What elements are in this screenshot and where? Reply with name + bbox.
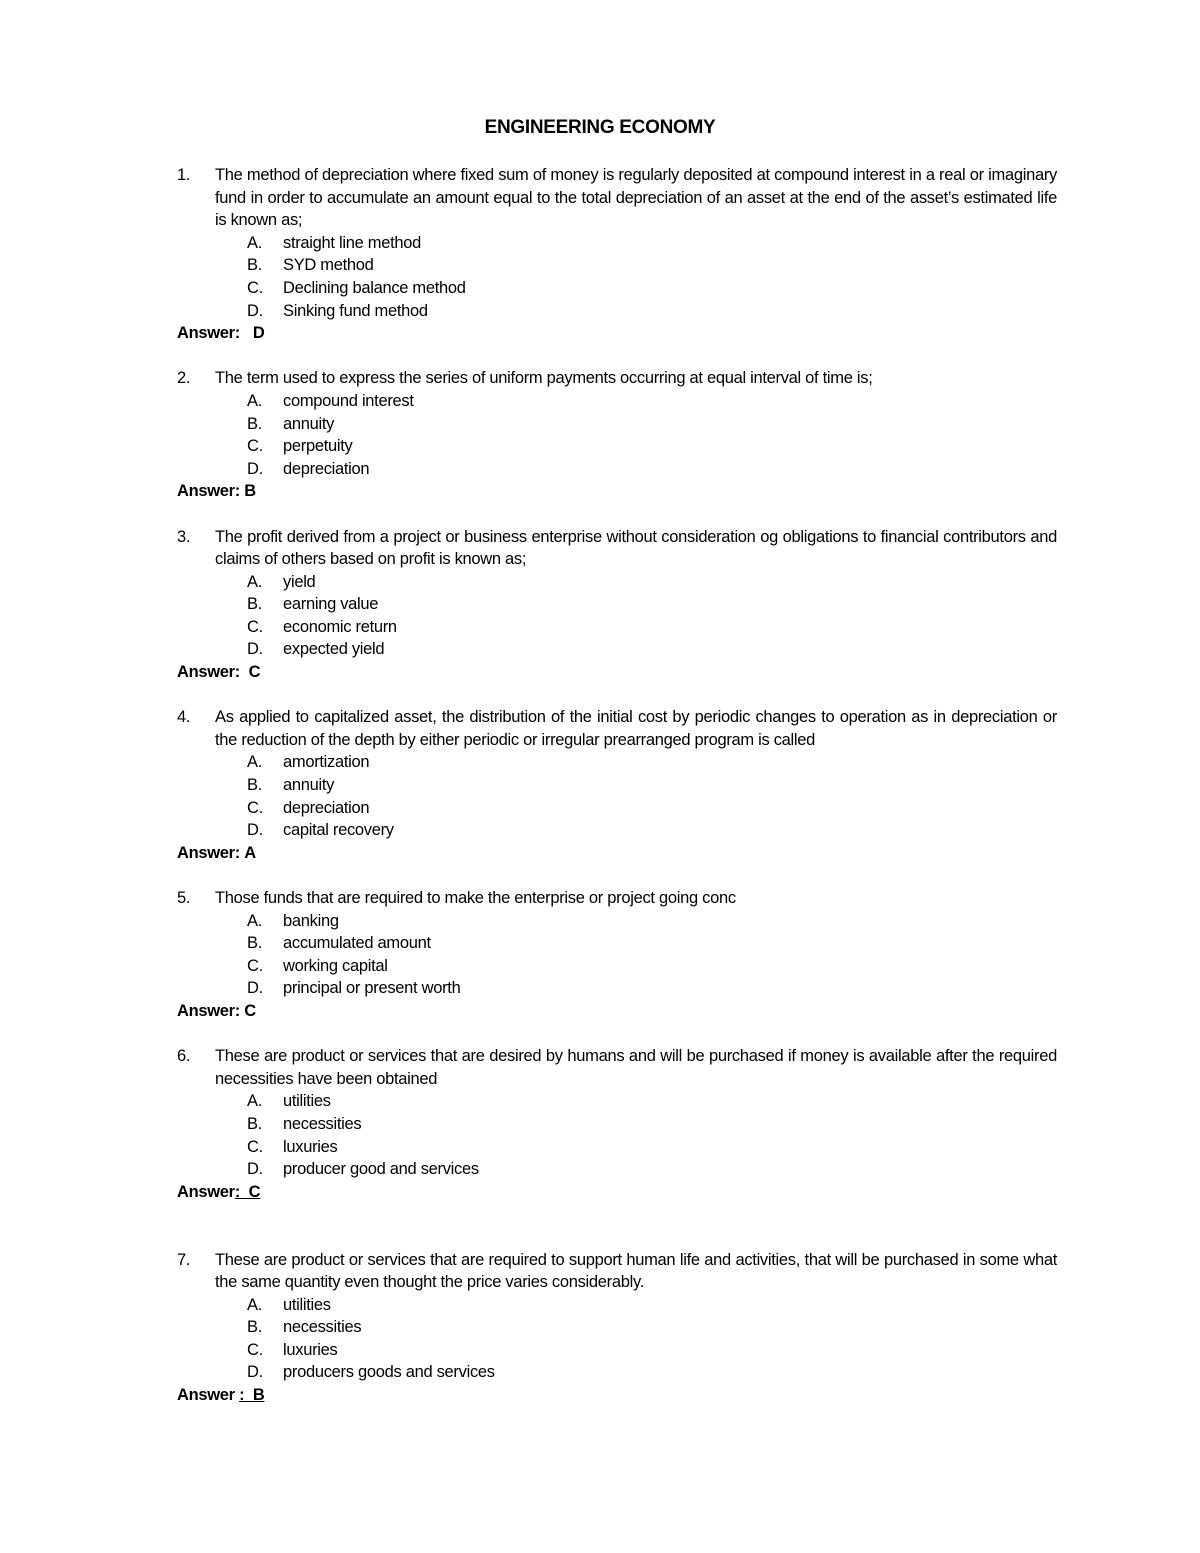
option-a (247, 1294, 1057, 1317)
option-text: depreciation (283, 459, 370, 478)
option-text: straight line method (283, 233, 421, 252)
option-list (247, 571, 1057, 661)
option-b (247, 254, 1057, 277)
answer-3 (177, 661, 1057, 684)
answer-label: Answer: (177, 663, 240, 682)
answer-label: Answer: (177, 1001, 240, 1020)
option-letter: A. (247, 911, 262, 930)
document-title: ENGINEERING ECONOMY (484, 117, 716, 138)
option-text: utilities (283, 1092, 331, 1111)
option-letter: A. (247, 1092, 262, 1111)
option-a (247, 232, 1057, 255)
question-number: 3. (177, 527, 191, 546)
option-d (247, 1361, 1057, 1384)
option-text: perpetuity (283, 437, 353, 456)
option-c (247, 1136, 1057, 1159)
option-a (247, 571, 1057, 594)
question-list (177, 164, 1057, 1407)
option-d (247, 458, 1057, 481)
option-text: expected yield (283, 640, 385, 659)
option-d (247, 977, 1057, 1000)
option-text: necessities (283, 1318, 362, 1337)
option-letter: A. (247, 391, 262, 410)
option-letter: B. (247, 595, 262, 614)
option-letter: B. (247, 934, 262, 953)
question-text: As applied to capitalized asset, the distribution of the initial cost by periodic changes to operation as in depreciation or the reduction of the depth by either periodic or irregular prearranged program is called (215, 708, 1057, 749)
option-text: luxuries (283, 1137, 338, 1156)
option-text: capital recovery (283, 821, 394, 840)
question-text: Those funds that are required to make the enterprise or project going conc (215, 889, 736, 907)
answer-colon: : (234, 1182, 241, 1201)
answer-colon: : (239, 1386, 245, 1405)
question-number: 5. (177, 889, 191, 907)
option-letter: A. (247, 233, 262, 252)
option-text: producer good and services (283, 1160, 479, 1179)
option-text: Declining balance method (283, 278, 466, 297)
option-text: SYD method (283, 256, 374, 275)
option-d (247, 1158, 1057, 1181)
answer-label: Answer: (177, 843, 240, 862)
option-text: compound interest (283, 391, 414, 410)
option-list (247, 1294, 1057, 1384)
option-letter: D. (247, 979, 263, 998)
option-letter: B. (247, 414, 262, 433)
option-text: principal or present worth (283, 979, 461, 998)
question-text: These are product or services that are required to support human life and activities, that will be purchased in some what the same quantity even thought the price varies considerably. (215, 1250, 1057, 1292)
option-d (247, 638, 1057, 661)
answer-value: D (252, 324, 265, 343)
option-c (247, 435, 1057, 458)
question-number: 6. (177, 1047, 191, 1066)
option-letter: C. (247, 278, 263, 297)
question-text: These are product or services that are desired by humans and will be purchased if money is available after the required necessities have been obtained (215, 1047, 1057, 1088)
option-text: necessities (283, 1114, 362, 1133)
option-d (247, 819, 1057, 842)
option-letter: B. (247, 256, 262, 275)
option-text: banking (283, 911, 339, 930)
option-text: producers goods and services (283, 1363, 495, 1382)
option-b (247, 593, 1057, 616)
question-number: 4. (177, 708, 191, 727)
option-letter: B. (247, 1114, 262, 1133)
option-c (247, 955, 1057, 978)
option-letter: D. (247, 1160, 263, 1179)
answer-label: Answer (177, 1386, 235, 1405)
option-letter: D. (247, 821, 263, 840)
option-letter: D. (247, 301, 263, 320)
question-number: 2. (177, 369, 191, 388)
option-text: luxuries (283, 1340, 338, 1359)
question-4 (177, 706, 1057, 842)
option-letter: B. (247, 1318, 262, 1337)
option-c (247, 797, 1057, 820)
question-3 (177, 526, 1057, 662)
option-text: annuity (283, 776, 335, 795)
answer-value: A (244, 843, 256, 862)
question-text: The profit derived from a project or business enterprise without consideration og obligations to financial contributors and claims of others based on profit is known as; (215, 527, 1057, 569)
answer-value: B (252, 1386, 265, 1405)
question-6 (177, 1045, 1057, 1181)
answer-value: C (248, 663, 261, 682)
answer-7 (177, 1384, 1057, 1407)
option-text: economic return (283, 617, 397, 636)
option-b (247, 1316, 1057, 1339)
option-d (247, 300, 1057, 323)
answer-4 (177, 842, 1057, 865)
option-text: accumulated amount (283, 934, 431, 953)
option-c (247, 616, 1057, 639)
answer-5 (177, 1000, 1057, 1023)
answer-label: Answer (177, 1182, 235, 1201)
question-5 (177, 887, 1057, 1000)
answer-2 (177, 480, 1057, 503)
question-text: The term used to express the series of uniform payments occurring at equal interval of time is; (215, 369, 873, 388)
option-a (247, 751, 1057, 774)
option-b (247, 1113, 1057, 1136)
option-list (247, 1090, 1057, 1180)
option-letter: C. (247, 956, 263, 975)
option-text: annuity (283, 414, 335, 433)
option-b (247, 774, 1057, 797)
option-list (247, 232, 1057, 322)
option-a (247, 910, 1057, 933)
answer-underlined (239, 1386, 264, 1404)
answer-value: C (244, 1001, 256, 1020)
option-a (247, 390, 1057, 413)
option-letter: C. (247, 437, 263, 456)
option-b (247, 413, 1057, 436)
option-letter: D. (247, 459, 263, 478)
question-number: 7. (177, 1250, 191, 1269)
option-c (247, 277, 1057, 300)
answer-6 (177, 1181, 1057, 1204)
question-number: 1. (177, 166, 191, 184)
question-text: The method of depreciation where fixed sum of money is regularly deposited at compound interest in a real or imaginary fund in order to accumulate an amount equal to the total depreciation of an asset at the end of the asset’s estimated life is known as; (215, 166, 1057, 230)
option-letter: D. (247, 640, 263, 659)
option-letter: B. (247, 776, 262, 795)
option-text: earning value (283, 595, 379, 614)
option-text: Sinking fund method (283, 301, 428, 320)
option-list (247, 910, 1057, 1000)
question-7 (177, 1249, 1057, 1385)
option-text: utilities (283, 1295, 331, 1314)
option-text: depreciation (283, 798, 370, 817)
answer-1 (177, 322, 1057, 345)
option-a (247, 1090, 1057, 1113)
option-letter: A. (247, 1295, 262, 1314)
option-letter: D. (247, 1363, 263, 1382)
answer-value: B (244, 482, 256, 501)
option-letter: A. (247, 753, 262, 772)
option-text: yield (283, 572, 316, 591)
answer-value: C (248, 1182, 261, 1201)
option-list (247, 390, 1057, 480)
question-1 (177, 164, 1057, 322)
option-letter: C. (247, 1137, 263, 1156)
option-letter: C. (247, 1340, 263, 1359)
option-c (247, 1339, 1057, 1362)
question-2 (177, 367, 1057, 480)
answer-underlined (235, 1183, 260, 1201)
option-letter: C. (247, 798, 263, 817)
answer-label: Answer: (177, 482, 240, 501)
option-text: amortization (283, 753, 370, 772)
option-list (247, 751, 1057, 841)
option-b (247, 932, 1057, 955)
answer-label: Answer: (177, 324, 240, 343)
option-letter: A. (247, 572, 262, 591)
option-letter: C. (247, 617, 263, 636)
option-text: working capital (283, 956, 388, 975)
